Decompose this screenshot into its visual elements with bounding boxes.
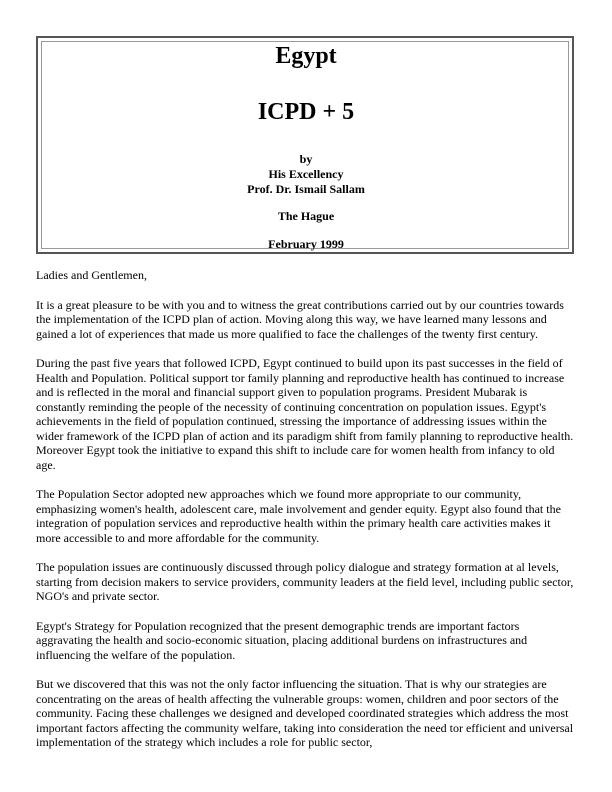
honorific: His Excellency [268, 167, 344, 181]
paragraph-6: But we discovered that this was not the only factor influencing the situation. That is why our strategies are concentrating on the areas of health affecting the vulnerable groups: women, children and poor sectors of the community. Facing these challenges we designed and developed coordinated strategies which address the most important factors affecting the community welfare, taking into consideration the need tor efficient and universal implementation of the strategy which includes a role for public sector, [36, 677, 574, 749]
speech-body [36, 268, 576, 765]
by-line: by [299, 152, 313, 166]
paragraph-4: The population issues are continuously discussed through policy dialogue and strategy formation at al levels, starting from decision makers to service providers, community leaders at the field level, including public sector, NGO's and private sector. [36, 560, 574, 603]
event-title: ICPD + 5 [257, 99, 355, 125]
paragraph-1: It is a great pleasure to be with you and to witness the great contributions carried out by our countries towards the implementation of the ICPD plan of action. Moving along this way, we have learned many lessons and gained a lot of experiences that made us more qualified to face the challenges of the twenty first century. [36, 297, 564, 341]
date: February 1999 [268, 237, 344, 251]
greeting: Ladies and Gentlemen, [36, 268, 147, 282]
place: The Hague [277, 209, 335, 223]
paragraph-2: During the past five years that followed ICPD, Egypt continued to build upon its past successes in the field of Health and Population. Political support tor family planning and reproductive health has continued to increase and is reflected in the moral and financial support given to population programs. President Mubarak is constantly reminding the people of the necessity of continuing concentration on population issues. Egypt's achievements in the field of population continued, stressing the importance of addressing issues within the wider framework of the ICPD plan of action and its paradigm shift from family planning to reproductive health. Moreover Egypt took the initiative to expand this shift to include care for women health from infancy to old age. [36, 356, 574, 472]
paragraph-3: The Population Sector adopted new approaches which we found more appropriate to our community, emphasizing women's health, adolescent care, male involvement and gender equity. Egypt also found that the integration of population services and reproductive health within the primary health care activities makes it more accessible to and more affordable for the community. [36, 487, 561, 545]
speaker-name: Prof. Dr. Ismail Sallam [247, 182, 365, 196]
paragraph-5: Egypt's Strategy for Population recognized that the present demographic trends are important factors aggravating the health and socio-economic situation, placing additional burdens on infrastructures and influencing the welfare of the population. [36, 618, 528, 662]
country-title: Egypt [275, 43, 337, 69]
